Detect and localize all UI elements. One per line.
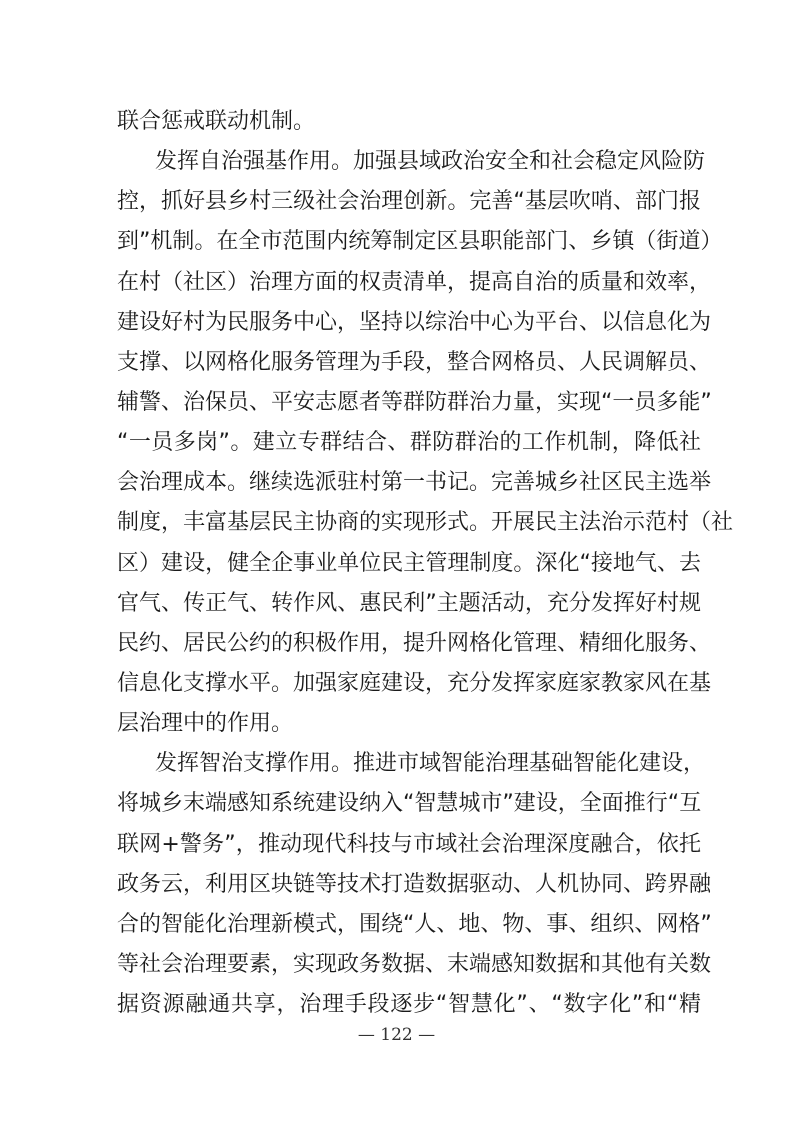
text-line: “一员多岗”。建立专群结合、群防群治的工作机制，降低社 <box>117 430 701 456</box>
text-line: 发挥智治支撑作用。推进市域智能治理基础智能化建设， <box>155 751 706 777</box>
text-line: 到”机制。在全市范围内统筹制定区县职能部门、乡镇（街道） <box>117 229 723 255</box>
text-line: 控，抓好县乡村三级社会治理创新。完善“基层吹哨、部门报 <box>117 189 701 215</box>
text-line: 联合惩戒联动机制。 <box>117 109 316 134</box>
text-line: 区）建设，健全企事业单位民主管理制度。深化“接地气、去 <box>117 550 701 576</box>
text-line: 层治理中的作用。 <box>117 711 294 737</box>
paragraph <box>117 104 701 144</box>
text-line: 制度，丰富基层民主协商的实现形式。开展民主法治示范村（社 <box>117 510 734 536</box>
text-line: 会治理成本。继续选派驻村第一书记。完善城乡社区民主选举 <box>117 470 712 496</box>
text-line: 发挥自治强基作用。加强县域政治安全和社会稳定风险防 <box>155 149 706 175</box>
document-body <box>117 104 734 1027</box>
text-line: 合的智能化治理新模式，围绕“人、地、物、事、组织、网格” <box>117 911 712 937</box>
text-line: 民约、居民公约的积极作用，提升网格化管理、精细化服务、 <box>117 630 712 656</box>
text-line: 据资源融通共享，治理手段逐步“智慧化”、“数字化”和“精 <box>117 992 701 1018</box>
paragraph <box>117 144 734 746</box>
text-line: 在村（社区）治理方面的权责清单，提高自治的质量和效率， <box>117 269 712 295</box>
text-line: 将城乡末端感知系统建设纳入“智慧城市”建设，全面推行“互 <box>117 791 702 817</box>
text-line: 政务云，利用区块链等技术打造数据驱动、人机协同、跨界融 <box>117 871 712 897</box>
text-line: 联网+警务”，推动现代科技与市域社会治理深度融合，依托 <box>117 831 701 857</box>
paragraph <box>117 746 712 1027</box>
text-line: 官气、传正气、转作风、惠民利”主题活动，充分发挥好村规 <box>117 590 701 616</box>
text-line: 辅警、治保员、平安志愿者等群防群治力量，实现“一员多能” <box>117 389 712 415</box>
text-line: 支撑、以网格化服务管理为手段，整合网格员、人民调解员、 <box>117 349 712 375</box>
text-line: 建设好村为民服务中心，坚持以综治中心为平台、以信息化为 <box>117 309 712 335</box>
text-line: 等社会治理要素，实现政务数据、末端感知数据和其他有关数 <box>117 951 712 977</box>
page-number: — 122 — <box>357 1025 436 1045</box>
text-line: 信息化支撑水平。加强家庭建设，充分发挥家庭家教家风在基 <box>117 670 712 696</box>
